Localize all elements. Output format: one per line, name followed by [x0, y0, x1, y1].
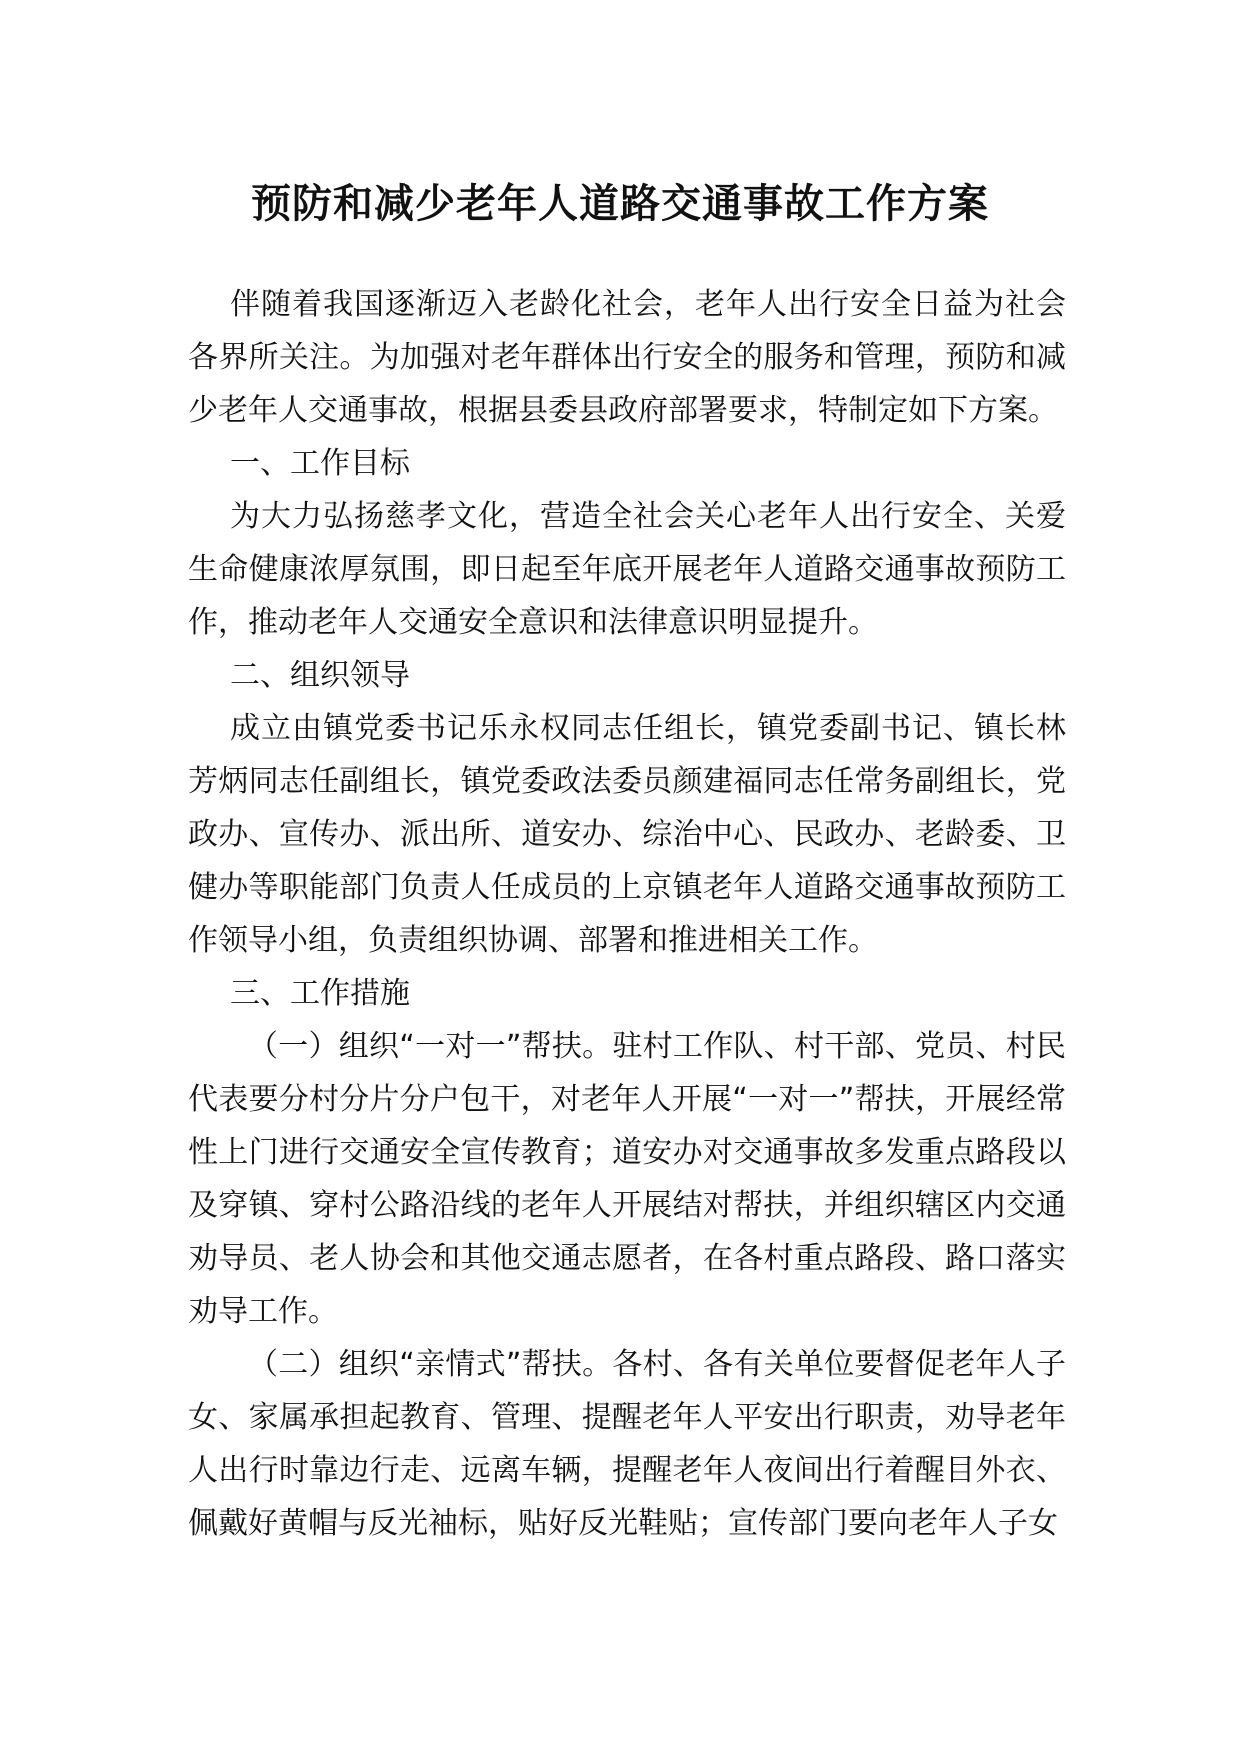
section-heading-leadership: 二、组织领导 [230, 658, 410, 693]
goals-paragraph: 为大力弘扬慈孝文化，营造全社会关心老年人出行安全、关爱生命健康浓厚氛围，即日起至年底开展老年人道路交通事故预防工作，推动老年人交通安全意识和法律意识明显提升。 [188, 499, 1066, 640]
document-title: 预防和减少老年人道路交通事故工作方案 [251, 180, 989, 227]
measure-one-paragraph: （一）组织“一对一”帮扶。驻村工作队、村干部、党员、村民代表要分村分片分户包干，对老年人开展“一对一”帮扶，开展经常性上门进行交通安全宣传教育；道安办对交通事故多发重点路段以及穿镇、穿村公路沿线的老年人开展结对帮扶，并组织辖区内交通劝导员、老人协会和其他交通志愿者，在各村重点路段、路口落实劝导工作。 [188, 1029, 1066, 1329]
section-heading-goals: 一、工作目标 [230, 446, 410, 481]
measure-two-paragraph: （二）组织“亲情式”帮扶。各村、各有关单位要督促老年人子女、家属承担起教育、管理、提醒老年人平安出行职责，劝导老年人出行时靠边行走、远离车辆，提醒老年人夜间出行着醒目外衣、佩戴好黄帽与反光袖标，贴好反光鞋贴；宣传部门要向老年人子女 [188, 1347, 1066, 1541]
document-body [188, 278, 1066, 1550]
section-heading-measures: 三、工作措施 [230, 976, 410, 1011]
leadership-paragraph: 成立由镇党委书记乐永权同志任组长，镇党委副书记、镇长林芳炳同志任副组长，镇党委政法委员颜建福同志任常务副组长，党政办、宣传办、派出所、道安办、综治中心、民政办、老龄委、卫健办等职能部门负责人任成员的上京镇老年人道路交通事故预防工作领导小组，负责组织协调、部署和推进相关工作。 [188, 711, 1066, 958]
intro-paragraph: 伴随着我国逐渐迈入老龄化社会，老年人出行安全日益为社会各界所关注。为加强对老年群体出行安全的服务和管理，预防和减少老年人交通事故，根据县委县政府部署要求，特制定如下方案。 [188, 287, 1066, 428]
